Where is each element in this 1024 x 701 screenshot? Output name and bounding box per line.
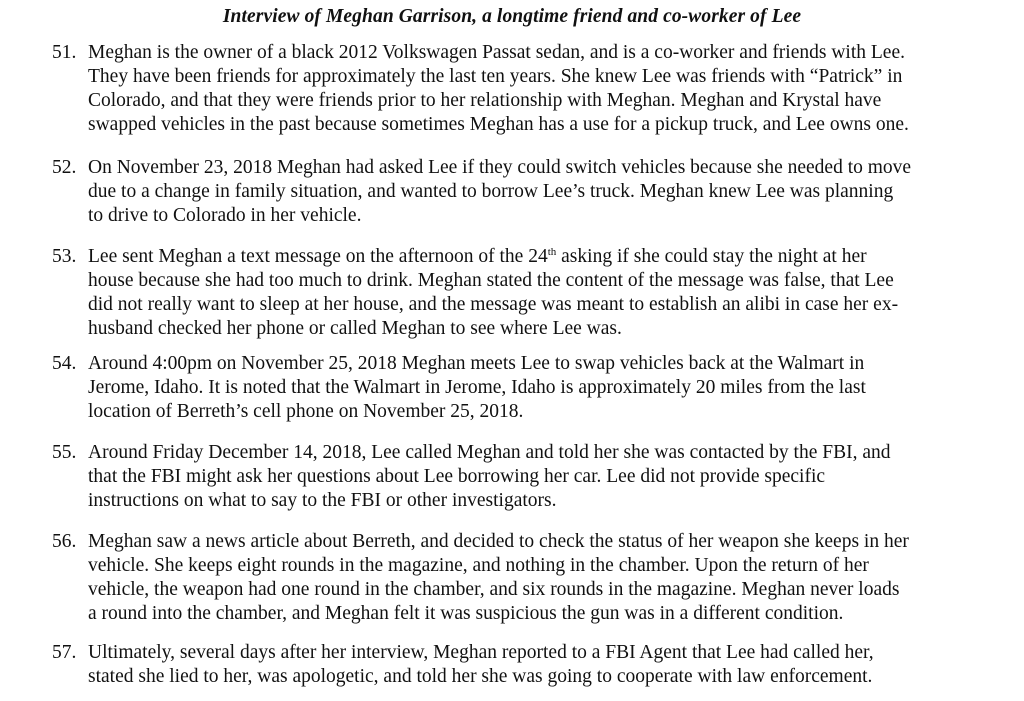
paragraph-line: did not really want to sleep at her house, and the message was meant to establish an alibi in case her ex- [88,294,899,315]
paragraph-line: vehicle, the weapon had one round in the chamber, and six rounds in the magazine. Meghan never loads [88,579,900,600]
paragraph-number: 54. [52,353,77,374]
document-heading: Interview of Meghan Garrison, a longtime friend and co-worker of Lee [222,6,802,27]
paragraph-number: 51. [52,42,77,63]
paragraph-line: Meghan is the owner of a black 2012 Volkswagen Passat sedan, and is a co-worker and friends with Lee. [88,42,905,63]
paragraph-number: 57. [52,642,77,663]
paragraph-line: Meghan saw a news article about Berreth, and decided to check the status of her weapon she keeps in her [88,531,909,552]
paragraph-line: swapped vehicles in the past because sometimes Meghan has a use for a pickup truck, and Lee owns one. [88,114,909,135]
paragraph-line: due to a change in family situation, and wanted to borrow Lee’s truck. Meghan knew Lee was planning [88,181,894,202]
paragraph-line: that the FBI might ask her questions about Lee borrowing her car. Lee did not provide specific [88,466,826,487]
paragraph-number: 53. [52,246,77,267]
paragraph-line: Around Friday December 14, 2018, Lee called Meghan and told her she was contacted by the FBI, and [88,442,891,463]
paragraph-line: a round into the chamber, and Meghan felt it was suspicious the gun was in a different condition. [88,603,844,624]
paragraph-line: Jerome, Idaho. It is noted that the Walmart in Jerome, Idaho is approximately 20 miles from the last [88,377,866,398]
paragraph-line: location of Berreth’s cell phone on November 25, 2018. [88,401,524,422]
paragraph-line [88,244,867,269]
paragraph-number: 56. [52,531,77,552]
paragraph-line: vehicle. She keeps eight rounds in the magazine, and nothing in the chamber. Upon the return of her [88,555,869,576]
paragraph-line: to drive to Colorado in her vehicle. [88,205,362,226]
paragraph-number: 55. [52,442,77,463]
paragraph-line: husband checked her phone or called Meghan to see where Lee was. [88,318,622,339]
ordinal-suffix: th [547,246,557,258]
paragraph-line: instructions on what to say to the FBI or other investigators. [88,490,557,511]
paragraph-line: Ultimately, several days after her interview, Meghan reported to a FBI Agent that Lee had called her, [88,642,874,663]
paragraph-line: On November 23, 2018 Meghan had asked Lee if they could switch vehicles because she needed to move [88,157,912,178]
paragraph-line: stated she lied to her, was apologetic, and told her she was going to cooperate with law enforcement. [88,666,873,687]
paragraph-line: Colorado, and that they were friends prior to her relationship with Meghan. Meghan and Krystal have [88,90,882,111]
paragraph-line: Around 4:00pm on November 25, 2018 Meghan meets Lee to swap vehicles back at the Walmart in [88,353,865,374]
paragraph-number: 52. [52,157,77,178]
line-text: Lee sent Meghan a text message on the afternoon of the 24 [88,246,548,267]
line-text: asking if she could stay the night at her [556,246,867,267]
paragraph-line: house because she had too much to drink. Meghan stated the content of the message was false, that Lee [88,270,894,291]
paragraph-line: They have been friends for approximately the last ten years. She knew Lee was friends with “Patrick” in [88,66,903,87]
